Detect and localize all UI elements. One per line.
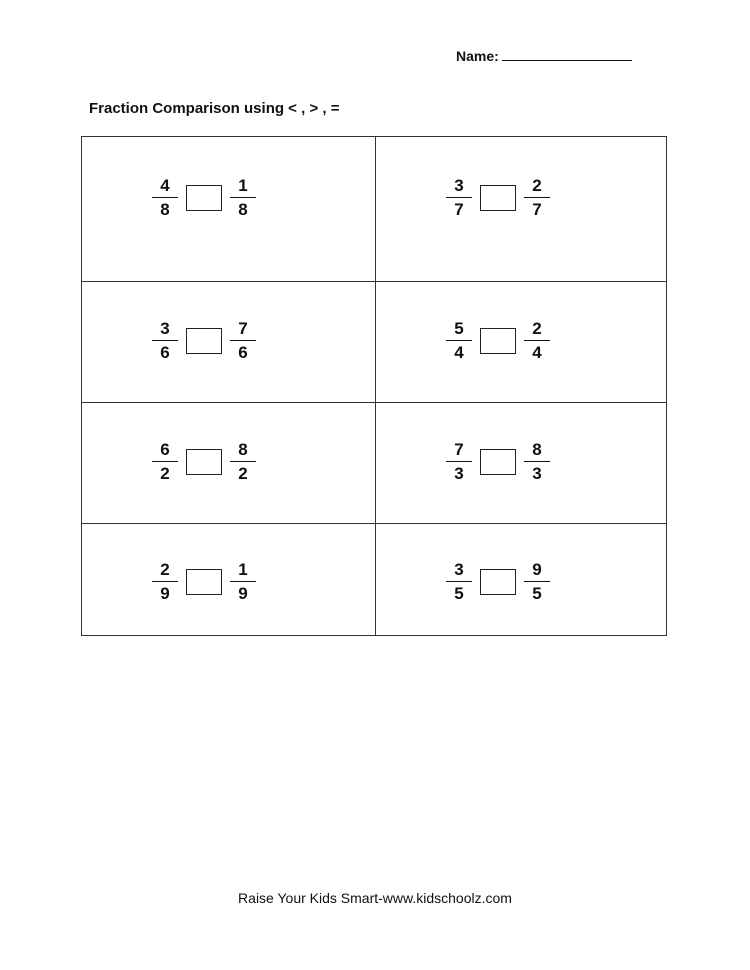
fraction-left bbox=[152, 320, 178, 363]
denominator: 4 bbox=[454, 343, 464, 363]
denominator: 2 bbox=[160, 464, 170, 484]
fraction-left bbox=[446, 561, 472, 604]
denominator: 9 bbox=[238, 584, 248, 604]
answer-box[interactable] bbox=[480, 569, 516, 595]
problem-4 bbox=[446, 316, 550, 366]
denominator: 5 bbox=[532, 584, 542, 604]
problem-6 bbox=[446, 437, 550, 487]
fraction-left bbox=[152, 177, 178, 220]
denominator: 4 bbox=[532, 343, 542, 363]
numerator: 7 bbox=[238, 318, 248, 338]
fraction-right bbox=[230, 320, 256, 363]
numerator: 1 bbox=[238, 559, 248, 579]
problem-8 bbox=[446, 557, 550, 607]
denominator: 6 bbox=[238, 343, 248, 363]
worksheet-title: Fraction Comparison using < , > , = bbox=[89, 100, 340, 117]
problem-2 bbox=[446, 173, 550, 223]
grid-divider-vertical bbox=[375, 137, 376, 635]
grid-divider-row-2 bbox=[82, 402, 666, 403]
answer-box[interactable] bbox=[480, 185, 516, 211]
denominator: 7 bbox=[454, 200, 464, 220]
fraction-left bbox=[152, 441, 178, 484]
answer-box[interactable] bbox=[186, 185, 222, 211]
answer-box[interactable] bbox=[186, 449, 222, 475]
problem-grid bbox=[81, 136, 667, 636]
numerator: 8 bbox=[532, 439, 542, 459]
numerator: 2 bbox=[532, 318, 542, 338]
problem-7 bbox=[152, 557, 256, 607]
answer-box[interactable] bbox=[186, 569, 222, 595]
fraction-right bbox=[524, 320, 550, 363]
denominator: 7 bbox=[532, 200, 542, 220]
grid-divider-row-1 bbox=[82, 281, 666, 282]
numerator: 6 bbox=[160, 439, 170, 459]
answer-box[interactable] bbox=[186, 328, 222, 354]
fraction-right bbox=[524, 561, 550, 604]
answer-box[interactable] bbox=[480, 328, 516, 354]
numerator: 4 bbox=[160, 175, 170, 195]
fraction-right bbox=[524, 177, 550, 220]
denominator: 9 bbox=[160, 584, 170, 604]
denominator: 5 bbox=[454, 584, 464, 604]
denominator: 8 bbox=[238, 200, 248, 220]
numerator: 1 bbox=[238, 175, 248, 195]
numerator: 7 bbox=[454, 439, 464, 459]
numerator: 2 bbox=[160, 559, 170, 579]
denominator: 3 bbox=[532, 464, 542, 484]
numerator: 3 bbox=[454, 559, 464, 579]
footer-credit: Raise Your Kids Smart-www.kidschoolz.com bbox=[238, 890, 512, 906]
fraction-left bbox=[446, 320, 472, 363]
numerator: 3 bbox=[454, 175, 464, 195]
fraction-right bbox=[230, 441, 256, 484]
name-field bbox=[456, 46, 632, 64]
problem-3 bbox=[152, 316, 256, 366]
name-label: Name: bbox=[456, 48, 499, 64]
fraction-right bbox=[524, 441, 550, 484]
numerator: 9 bbox=[532, 559, 542, 579]
fraction-right bbox=[230, 177, 256, 220]
denominator: 3 bbox=[454, 464, 464, 484]
denominator: 6 bbox=[160, 343, 170, 363]
fraction-right bbox=[230, 561, 256, 604]
denominator: 8 bbox=[160, 200, 170, 220]
fraction-left bbox=[152, 561, 178, 604]
fraction-left bbox=[446, 177, 472, 220]
fraction-left bbox=[446, 441, 472, 484]
problem-5 bbox=[152, 437, 256, 487]
name-blank-line[interactable] bbox=[502, 46, 632, 61]
numerator: 5 bbox=[454, 318, 464, 338]
answer-box[interactable] bbox=[480, 449, 516, 475]
grid-divider-row-3 bbox=[82, 523, 666, 524]
denominator: 2 bbox=[238, 464, 248, 484]
numerator: 8 bbox=[238, 439, 248, 459]
problem-1 bbox=[152, 173, 256, 223]
numerator: 3 bbox=[160, 318, 170, 338]
numerator: 2 bbox=[532, 175, 542, 195]
